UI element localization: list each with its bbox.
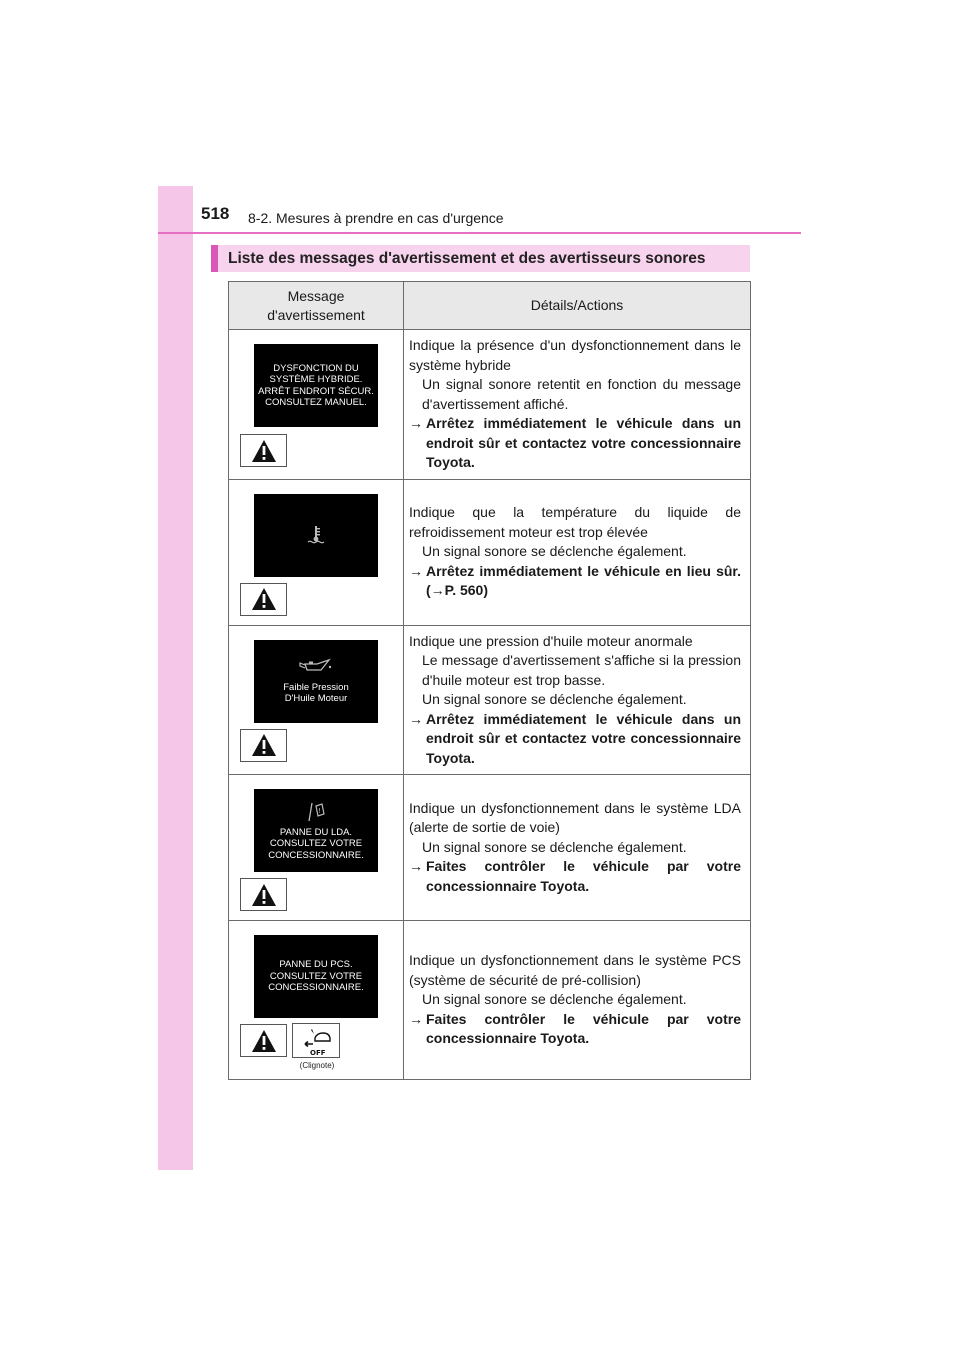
detail-description: Indique la présence d'un dysfonctionnement dans le système hybride <box>409 337 741 373</box>
screen-line: CONCESSIONNAIRE. <box>268 849 364 861</box>
col-header-details: Détails/Actions <box>404 282 751 330</box>
table-header-row <box>229 282 751 330</box>
detail-action-text: Faites contrôler le véhicule par votre concessionnaire Toyota. <box>426 1010 741 1047</box>
detail-sound: Un signal sonore retentit en fonction du message d'avertissement affiché. <box>422 376 741 412</box>
message-details-cell <box>404 921 751 1080</box>
arrow-icon: → <box>409 710 423 727</box>
screen-line: CONSULTEZ MANUEL. <box>265 397 367 408</box>
detail-note: Le message d'avertissement s'affiche si la pression d'huile moteur est trop basse. <box>422 652 741 688</box>
detail-sound: Un signal sonore se déclenche également. <box>422 543 687 560</box>
detail-action <box>409 562 741 601</box>
screen-line: DYSFONCTION DU <box>273 362 359 374</box>
svg-text:!: ! <box>318 806 321 815</box>
table-row <box>229 330 751 480</box>
screen-line: CONSULTEZ VOTRE <box>269 970 363 982</box>
master-warning-icon <box>240 1024 287 1057</box>
section-banner <box>211 245 750 272</box>
screen-line: CONSULTEZ VOTRE <box>269 838 363 850</box>
message-details-cell <box>404 625 751 775</box>
master-warning-icon <box>240 729 287 762</box>
message-image-cell <box>229 921 404 1080</box>
detail-sound: Un signal sonore se déclenche également. <box>422 991 687 1008</box>
table-row <box>229 775 751 921</box>
detail-action <box>409 414 741 473</box>
detail-action-text: Faites contrôler le véhicule par votre concessionnaire Toyota. <box>426 858 741 894</box>
display-screen <box>254 935 378 1018</box>
detail-action-text: Arrêtez immédiatement le véhicule dans un endroit sûr et contactez votre concessionnaire Toyota. <box>426 415 741 470</box>
arrow-icon: → <box>409 562 423 579</box>
detail-sound: Un signal sonore se déclenche également. <box>422 838 687 855</box>
warning-messages-table <box>228 281 751 1080</box>
display-screen <box>254 789 378 872</box>
banner-title: Liste des messages d'avertissement et des avertisseurs sonores <box>228 250 706 267</box>
blink-caption: (Clignote) <box>299 1061 335 1070</box>
message-image-cell <box>229 330 404 480</box>
section-title: 8-2. Mesures à prendre en cas d'urgence <box>248 210 504 226</box>
screen-line: Faible Pression <box>283 681 349 693</box>
detail-action-text: Arrêtez immédiatement le véhicule dans un endroit sûr et contactez votre concessionnaire Toyota. <box>426 710 741 766</box>
detail-action <box>409 710 741 769</box>
detail-action <box>409 857 741 896</box>
col-header-message-text: Message d'avertissement <box>267 287 365 323</box>
side-tab-band <box>158 186 193 1170</box>
arrow-icon: → <box>409 415 423 431</box>
display-screen <box>254 344 378 427</box>
screen-line: ARRÊT ENDROIT SÉCUR. <box>258 385 374 397</box>
arrow-icon: → <box>409 1010 423 1027</box>
pcs-off-label: OFF <box>310 1048 326 1056</box>
master-warning-icon <box>240 434 287 467</box>
detail-action <box>409 1010 741 1049</box>
lane-departure-icon <box>306 800 326 822</box>
message-details-cell <box>404 775 751 921</box>
message-image-cell <box>229 775 404 921</box>
message-details-cell <box>404 330 751 480</box>
coolant-temperature-icon <box>307 525 325 545</box>
oil-can-icon <box>299 658 333 674</box>
page-number: 518 <box>201 204 230 223</box>
screen-line: CONCESSIONNAIRE. <box>268 982 364 994</box>
master-warning-icon <box>240 878 287 911</box>
detail-sound: Un signal sonore se déclenche également. <box>422 691 687 707</box>
display-screen <box>254 494 378 577</box>
message-image-cell <box>229 479 404 625</box>
screen-line: SYSTÈME HYBRIDE. <box>269 374 363 385</box>
detail-description: Indique une pression d'huile moteur anormale <box>409 632 693 649</box>
screen-line: D'Huile Moteur <box>284 693 348 704</box>
detail-description: Indique un dysfonctionnement dans le système LDA (alerte de sortie de voie) <box>409 799 741 836</box>
arrow-icon: → <box>409 858 423 875</box>
detail-action-text: Arrêtez immédiatement le véhicule en lieu sûr. (→P. 560) <box>426 562 741 599</box>
message-details-cell <box>404 479 751 625</box>
table-row <box>229 625 751 775</box>
display-screen <box>254 640 378 723</box>
col-header-message <box>229 282 404 330</box>
table-row <box>229 921 751 1080</box>
detail-description: Indique un dysfonctionnement dans le système PCS (système de sécurité de pré-collision) <box>409 952 741 988</box>
header-divider <box>158 232 801 234</box>
message-image-cell <box>229 625 404 775</box>
screen-line: PANNE DU LDA. <box>279 826 353 838</box>
detail-description: Indique que la température du liquide de refroidissement moteur est trop élevée <box>409 504 741 540</box>
table-row <box>229 479 751 625</box>
pcs-warning-indicator <box>292 1023 340 1058</box>
screen-line: PANNE DU PCS. <box>279 959 353 971</box>
master-warning-icon <box>240 583 287 616</box>
